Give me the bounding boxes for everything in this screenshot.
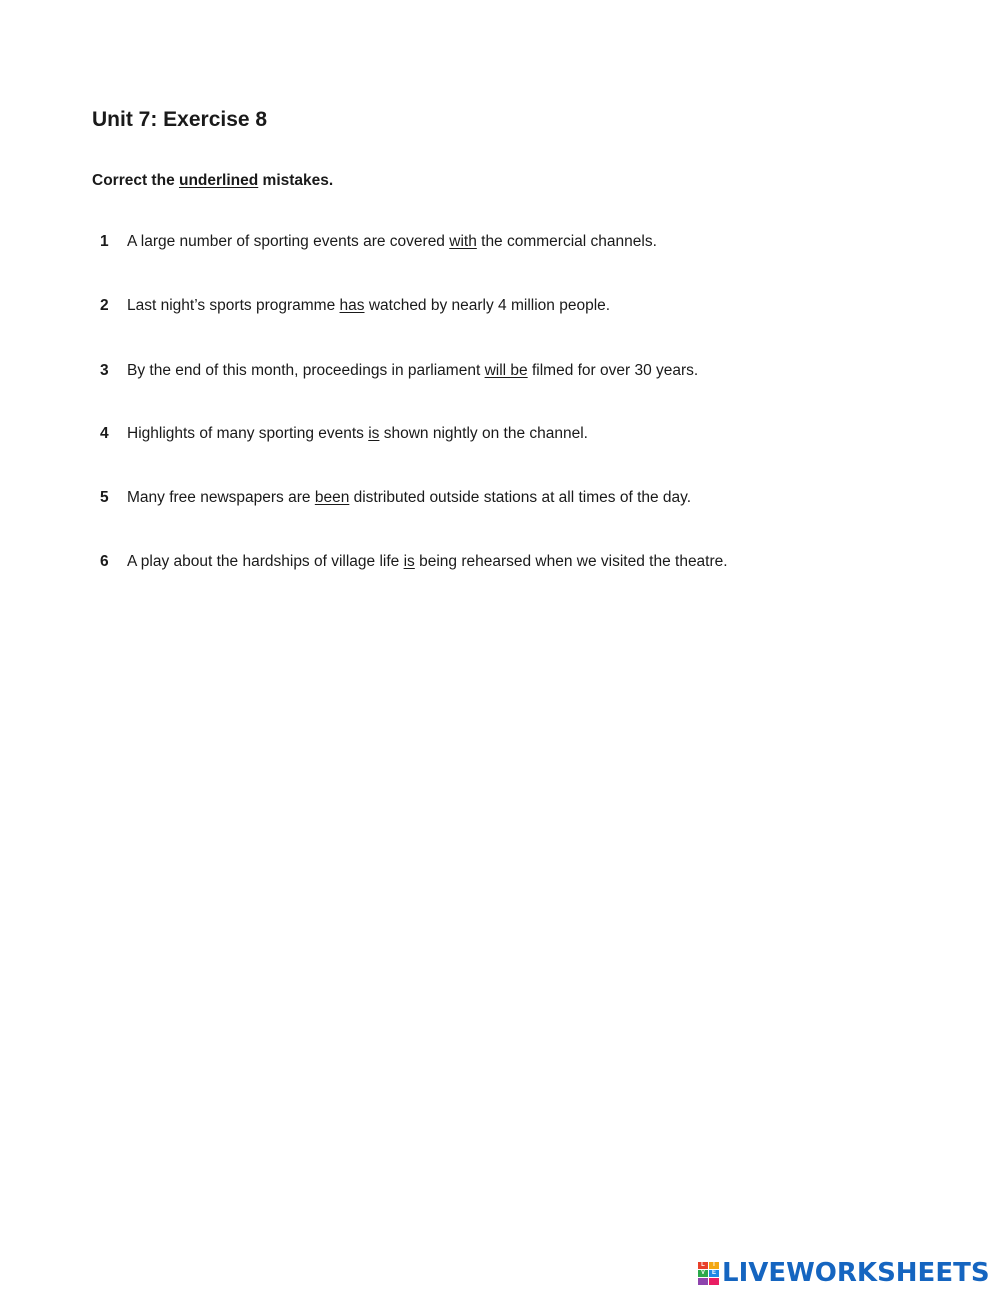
sentence-before: A large number of sporting events are covered <box>127 233 450 250</box>
item-number: 5 <box>100 489 109 506</box>
sentence-after: distributed outside stations at all times of the day. <box>349 489 692 506</box>
sentence-after: being rehearsed when we visited the theatre. <box>414 553 728 570</box>
item-sentence <box>127 489 691 507</box>
item-sentence <box>127 233 657 251</box>
underlined-mistake: been <box>314 489 350 506</box>
item-number: 4 <box>100 425 109 442</box>
instruction <box>92 172 333 190</box>
instruction-after: mistakes. <box>258 172 334 189</box>
sentence-after: filmed for over 30 years. <box>527 362 699 379</box>
instruction-underlined: underlined <box>179 172 259 189</box>
sentence-after: the commercial channels. <box>476 233 657 250</box>
sentence-before: By the end of this month, proceedings in parliament <box>127 362 485 379</box>
item-sentence <box>127 553 728 571</box>
item-sentence <box>127 425 588 443</box>
underlined-mistake: will be <box>484 362 528 379</box>
item-number: 2 <box>100 297 109 314</box>
sentence-before: A play about the hardships of village life <box>127 553 404 570</box>
underlined-mistake: has <box>339 297 365 314</box>
item-number: 6 <box>100 553 109 570</box>
sentence-after: shown nightly on the channel. <box>379 425 588 442</box>
item-number: 3 <box>100 362 109 379</box>
sentence-before: Highlights of many sporting events <box>127 425 369 442</box>
page-title: Unit 7: Exercise 8 <box>92 108 268 131</box>
sentence-before: Last night’s sports programme <box>127 297 340 314</box>
logo-mark-icon: L I V E <box>698 1262 719 1285</box>
instruction-before: Correct the <box>92 172 179 189</box>
item-sentence <box>127 297 610 315</box>
logo-text: LIVEWORKSHEETS <box>722 1258 990 1288</box>
sentence-after: watched by nearly 4 million people. <box>364 297 611 314</box>
item-number: 1 <box>100 233 109 250</box>
underlined-mistake: with <box>449 233 477 250</box>
underlined-mistake: is <box>368 425 380 442</box>
sentence-before: Many free newspapers are <box>127 489 315 506</box>
item-sentence <box>127 362 698 380</box>
liveworksheets-logo <box>698 1258 990 1288</box>
underlined-mistake: is <box>403 553 415 570</box>
